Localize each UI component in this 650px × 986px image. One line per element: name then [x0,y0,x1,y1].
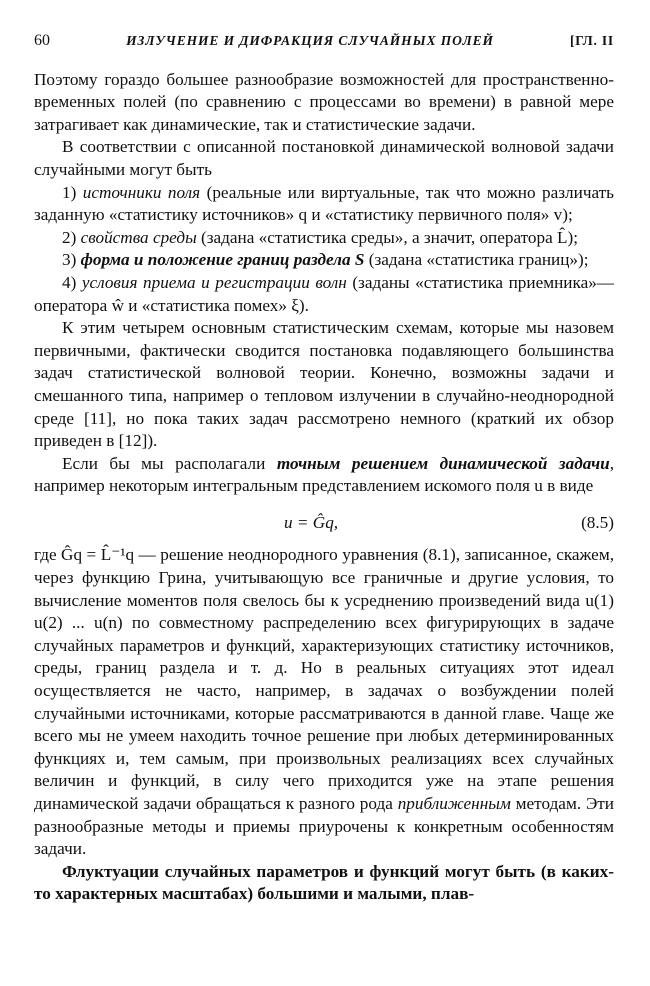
list-item-4 [34,272,614,317]
page-number: 60 [34,32,50,49]
list-item-2 [34,227,614,250]
paragraph-4 [34,453,614,498]
item-number: 4) [62,272,82,292]
item-text: (заданы «статистика приемника»—оператора ŵ и «статистика помех» ξ). [34,272,614,315]
paragraph-5-text: где Ĝq = L̂⁻¹q — решение неоднородного уравнения (8.1), записанное, скажем, через функцию Грина, учитывающую все граничные и другие условия, то вычисление моментов поля свелось бы к усреднению произведений вида u(1) u(2) ... u(n) по совместному распределению всех фигурирующих в задаче случайных параметров и функций, характеризующих статистику источников, среды, границ раздела и т. д. Но в реальных ситуациях этот идеал осуществляется не часто, например, в задачах о возбуждении полей случайными источниками, которые рассматриваются в данной главе. Чаще же всего мы не умеем находить точное решение при любых детерминированных функциях и, тем самым, при произвольных реализациях всех случайных величин и функций, в силу чего приходится уже на этапе решения динамической задачи обращаться к разного рода [34,545,614,813]
paragraph-4-text-2: , например некоторым интегральным представлением искомого поля u в виде [34,453,614,496]
paragraph-3: К этим четырем основным статистическим схемам, которые мы назовем первичными, фактически сводится постановка подавляющего большинства задач статистической волновой теории. Конечно, возможны задачи и смешанного типа, например о тепловом излучении в случайно-неоднородной среде [11], но пока таких задач рассмотрено немного (краткий их обзор приведен в [12]). [34,318,614,451]
list-item-3 [34,249,614,272]
equation-8-5 [34,512,614,535]
item-text: (задана «статистика среды», а значит, оператора L̂); [196,227,579,247]
item-text: (реальные или виртуальные, так что можно различать заданную «статистику источников» q и «статистику первичного поля» v); [34,182,614,225]
item-number: 3) [62,250,81,270]
equation-body: u = Ĝq, [284,512,339,532]
page-header [34,30,614,53]
paragraph-5 [34,544,614,860]
paragraph-4-text: Если бы мы располагали [62,453,277,473]
equation-number: (8.5) [581,512,614,532]
paragraph-4-emphasis: точным решением динамической задачи [276,453,610,473]
item-number: 2) [62,227,81,247]
list-item-1 [34,182,614,227]
item-emphasis: форма и положение границ раздела S [80,250,365,270]
paragraph-5-text-2: методам. Эти разнообразные методы и приемы приурочены к конкретным особенностям задачи. [34,794,615,859]
item-emphasis: источники поля [82,182,201,202]
item-emphasis: свойства среды [80,227,197,247]
item-text: (задана «статистика границ»); [364,250,589,270]
paragraph-5-emphasis: приближенным [397,794,511,813]
item-number: 1) [62,182,83,202]
chapter-marker: [ГЛ. II [570,33,614,48]
item-emphasis: условия приема и регистрации волн [81,272,347,292]
paragraph-2: В соответствии с описанной постановкой динамической волновой задачи случайными могут быть [34,137,614,179]
paragraph-1: Поэтому гораздо большее разнообразие возможностей для пространственно-временных полей (по сравнению с процессами во времени) в равной мере затрагивает как динамические, так и статистические задачи. [34,69,614,134]
running-title: ИЗЛУЧЕНИЕ И ДИФРАКЦИЯ СЛУЧАЙНЫХ ПОЛЕЙ [126,33,494,48]
paragraph-6: Флуктуации случайных параметров и функций могут быть (в каких-то характерных масштабах) большими и малыми, плав- [34,861,614,904]
